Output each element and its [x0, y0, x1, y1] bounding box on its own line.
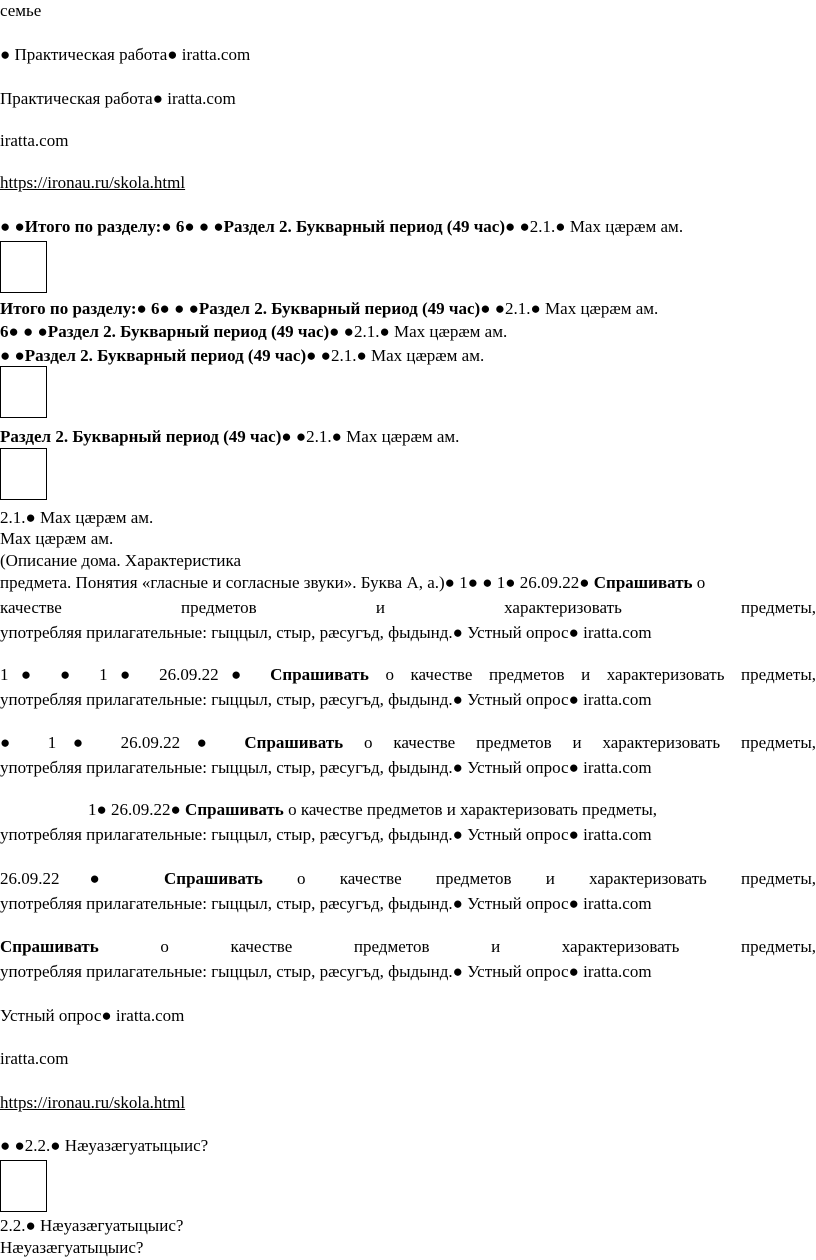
bold-text: ● ●Раздел 2. Букварный период (49 час)● ● [0, 346, 331, 365]
text-line: употребляя прилагательные: гыццыл, стыр, рæсугъд, фыдынд.● Устный опрос● iratta.com [0, 962, 652, 981]
image-placeholder [0, 1160, 47, 1212]
text-line [0, 345, 816, 367]
text-line: Мах цæрæм ам. [0, 529, 114, 548]
bold-text: 6● ● ●Раздел 2. Букварный период (49 час)● ● [0, 322, 354, 341]
plain-text: о качестве предметов и характеризовать предметы, [368, 665, 816, 684]
bold-text: Спрашивать [593, 573, 693, 592]
plain-text: 2.1.● Мах цæрæм ам. [330, 346, 485, 365]
text-line [0, 572, 816, 594]
image-placeholder [0, 241, 47, 293]
bold-text: Спрашивать [0, 937, 99, 956]
bold-text: Раздел 2. Букварный период (49 час)● ● [0, 427, 307, 446]
plain-text: 2.1.● Мах цæрæм ам. [505, 299, 659, 318]
text-line [0, 664, 816, 686]
bold-text: Итого по разделу:● 6● ● ●Раздел 2. Букварный период (49 час)● ● [0, 299, 506, 318]
bold-text: Спрашивать [164, 869, 263, 888]
plain-text: о качестве предметов и характеризовать предметы, [283, 800, 657, 819]
text-line [0, 321, 816, 343]
text-line [0, 426, 816, 448]
text-line: употребляя прилагательные: гыццыл, стыр, рæсугъд, фыдынд.● Устный опрос● iratta.com [0, 825, 652, 844]
plain-text: ● 1● 26.09.22● [0, 733, 245, 752]
plain-text: предмета. Понятия «гласные и согласные звуки». Буква А, а.)● 1● ● 1● 26.09.22● [0, 573, 594, 592]
plain-text: о качестве предметов и характеризовать предметы, [98, 937, 816, 956]
text-line: ● Практическая работа● iratta.com [0, 45, 251, 64]
text-line [0, 732, 816, 754]
text-line: употребляя прилагательные: гыццыл, стыр, рæсугъд, фыдынд.● Устный опрос● iratta.com [0, 623, 652, 642]
text-line: качестве предметов и характеризовать предметы, [0, 598, 816, 617]
text-line: 2.2.● Нæуазæгуатыцыис? [0, 1216, 184, 1235]
source-link[interactable] [0, 1092, 816, 1114]
bold-text: ● ●Итого по разделу:● 6● ● ●Раздел 2. Букварный период (49 час)● ● [0, 217, 530, 236]
image-placeholder [0, 448, 47, 500]
plain-text: 1● 26.09.22● [88, 800, 186, 819]
plain-text: о [692, 573, 706, 592]
bold-text: Спрашивать [270, 665, 369, 684]
plain-text: 1● ● 1● 26.09.22● [0, 665, 271, 684]
text-line [0, 298, 816, 320]
text-line [0, 936, 816, 958]
bold-text: Спрашивать [185, 800, 284, 819]
plain-text: о качестве предметов и характеризовать предметы, [262, 869, 816, 888]
text-line: Практическая работа● iratta.com [0, 89, 236, 108]
plain-text: 2.1.● Мах цæрæм ам. [306, 427, 460, 446]
bold-text: Спрашивать [244, 733, 344, 752]
source-link[interactable] [0, 172, 816, 194]
text-line: Нæуазæгуатыцыис? [0, 1238, 144, 1257]
text-line: (Описание дома. Характеристика [0, 551, 242, 570]
text-line: iratta.com [0, 131, 69, 150]
source-link-text[interactable]: https://ironau.ru/skola.html [0, 173, 186, 192]
plain-text: 2.1.● Мах цæрæм ам. [353, 322, 508, 341]
text-line: семье [0, 1, 42, 20]
plain-text: о качестве предметов и характеризовать предметы, [343, 733, 816, 752]
text-line: употребляя прилагательные: гыццыл, стыр, рæсугъд, фыдынд.● Устный опрос● iratta.com [0, 690, 652, 709]
text-line: употребляя прилагательные: гыццыл, стыр, рæсугъд, фыдынд.● Устный опрос● iratta.com [0, 758, 652, 777]
image-placeholder [0, 366, 47, 418]
text-line: ● ●2.2.● Нæуазæгуатыцыис? [0, 1136, 209, 1155]
text-line [0, 216, 816, 238]
text-line: iratta.com [0, 1049, 69, 1068]
text-line: 2.1.● Мах цæрæм ам. [0, 508, 154, 527]
text-line [0, 868, 816, 890]
text-line: Устный опрос● iratta.com [0, 1006, 185, 1025]
text-line [88, 799, 816, 821]
text-line: употребляя прилагательные: гыццыл, стыр, рæсугъд, фыдынд.● Устный опрос● iratta.com [0, 894, 652, 913]
plain-text: 26.09.22● [0, 869, 165, 888]
source-link-text[interactable]: https://ironau.ru/skola.html [0, 1093, 186, 1112]
plain-text: 2.1.● Мах цæрæм ам. [529, 217, 684, 236]
